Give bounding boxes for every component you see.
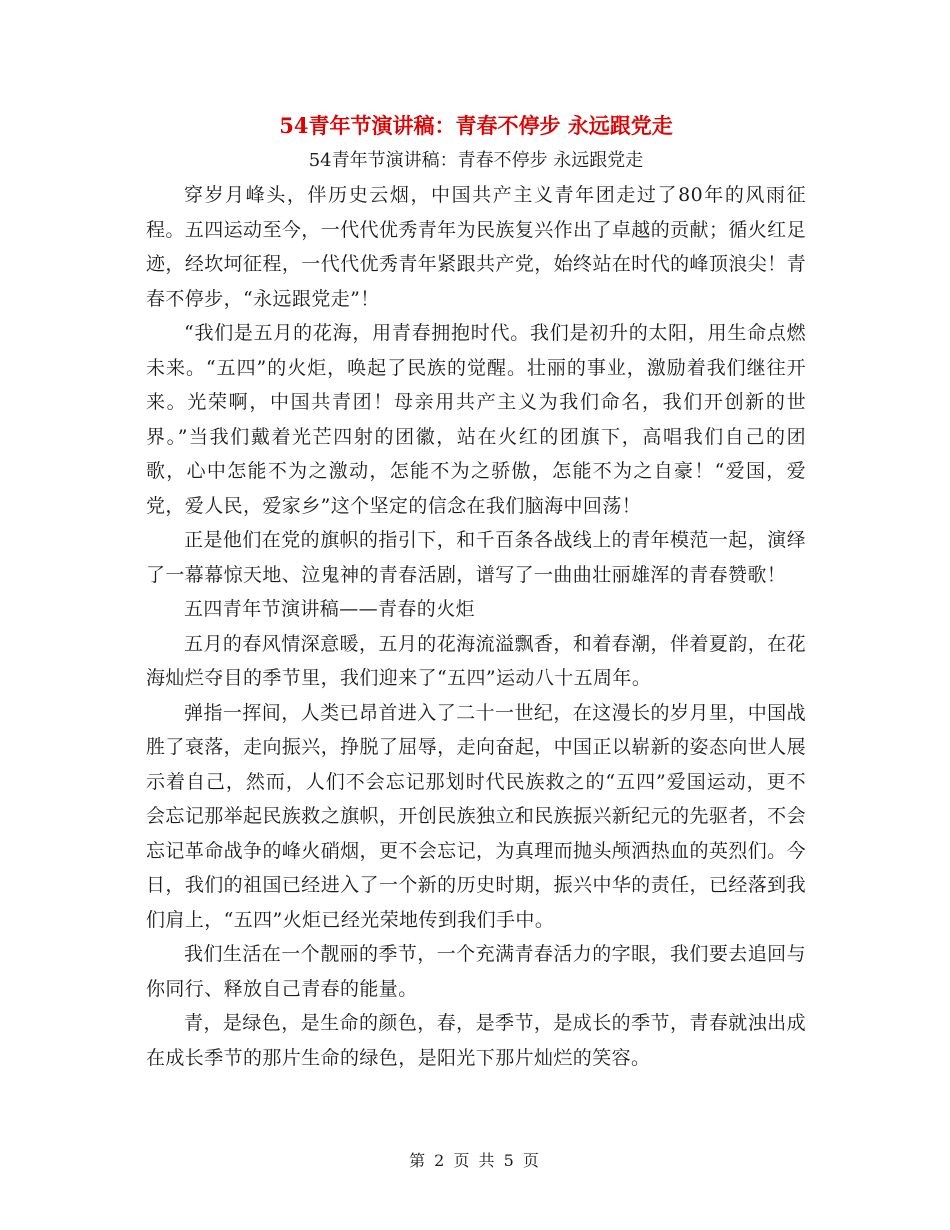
- page-number-footer: 第 2 页 共 5 页: [409, 1151, 541, 1170]
- paragraph: “我们是五月的花海，用青春拥抱时代。我们是初升的太阳，用生命点燃未来。“五四”的火炬，唤起了民族的觉醒。壮丽的事业，激励着我们继往开来。光荣啊，中国共青团！母亲用共产主义为我们命名，我们开创新的世界。”当我们戴着光芒四射的团徽，站在火红的团旗下，高唱我们自己的团歌，心中怎能不为之激动，怎能不为之骄傲，怎能不为之自豪！“爱国，爱党，爱人民，爱家乡”这个坚定的信念在我们脑海中回荡！: [146, 322, 806, 517]
- document-page: [146, 108, 806, 1075]
- paragraph: 穿岁月峰头，伴历史云烟，中国共产主义青年团走过了80年的风雨征程。五四运动至今，一代代优秀青年为民族复兴作出了卓越的贡献；循火红足迹，经坎坷征程，一代代优秀青年紧跟共产党，始终站在时代的峰顶浪尖！青春不停步，“永远跟党走”！: [146, 184, 806, 310]
- paragraph: 五月的春风情深意暖，五月的花海流溢飘香，和着春潮，伴着夏韵，在花海灿烂夺目的季节里，我们迎来了“五四”运动八十五周年。: [146, 632, 806, 689]
- paragraph: 弹指一挥间，人类已昂首进入了二十一世纪，在这漫长的岁月里，中国战胜了衰落，走向振兴，挣脱了屈辱，走向奋起，中国正以崭新的姿态向世人展示着自己，然而，人们不会忘记那划时代民族救之的“五四”爱国运动，更不会忘记那举起民族救之旗帜，开创民族独立和民族振兴新纪元的先驱者，不会忘记革命战争的峰火硝烟，更不会忘记，为真理而抛头颅洒热血的英烈们。今日，我们的祖国已经进入了一个新的历史时期，振兴中华的责任，已经落到我们肩上，“五四”火炬已经光荣地传到我们手中。: [146, 701, 806, 931]
- document-subtitle: 54青年节演讲稿：青春不停步 永远跟党走: [308, 150, 644, 171]
- section-heading: 五四青年节演讲稿——青春的火炬: [184, 598, 476, 620]
- document-title: 54青年节演讲稿：青春不停步 永远跟党走: [279, 113, 673, 138]
- paragraph: 我们生活在一个靓丽的季节，一个充满青春活力的字眼，我们要去追回与你同行、释放自己青春的能量。: [146, 943, 806, 1000]
- paragraph: 正是他们在党的旗帜的指引下，和千百条各战线上的青年模范一起，演绎了一幕幕惊天地、泣鬼神的青春活剧，谱写了一曲曲壮丽雄浑的青春赞歌！: [146, 529, 806, 586]
- paragraph: 青，是绿色，是生命的颜色，春，是季节，是成长的季节，青春就浊出成在成长季节的那片生命的绿色，是阳光下那片灿烂的笑容。: [146, 1012, 806, 1069]
